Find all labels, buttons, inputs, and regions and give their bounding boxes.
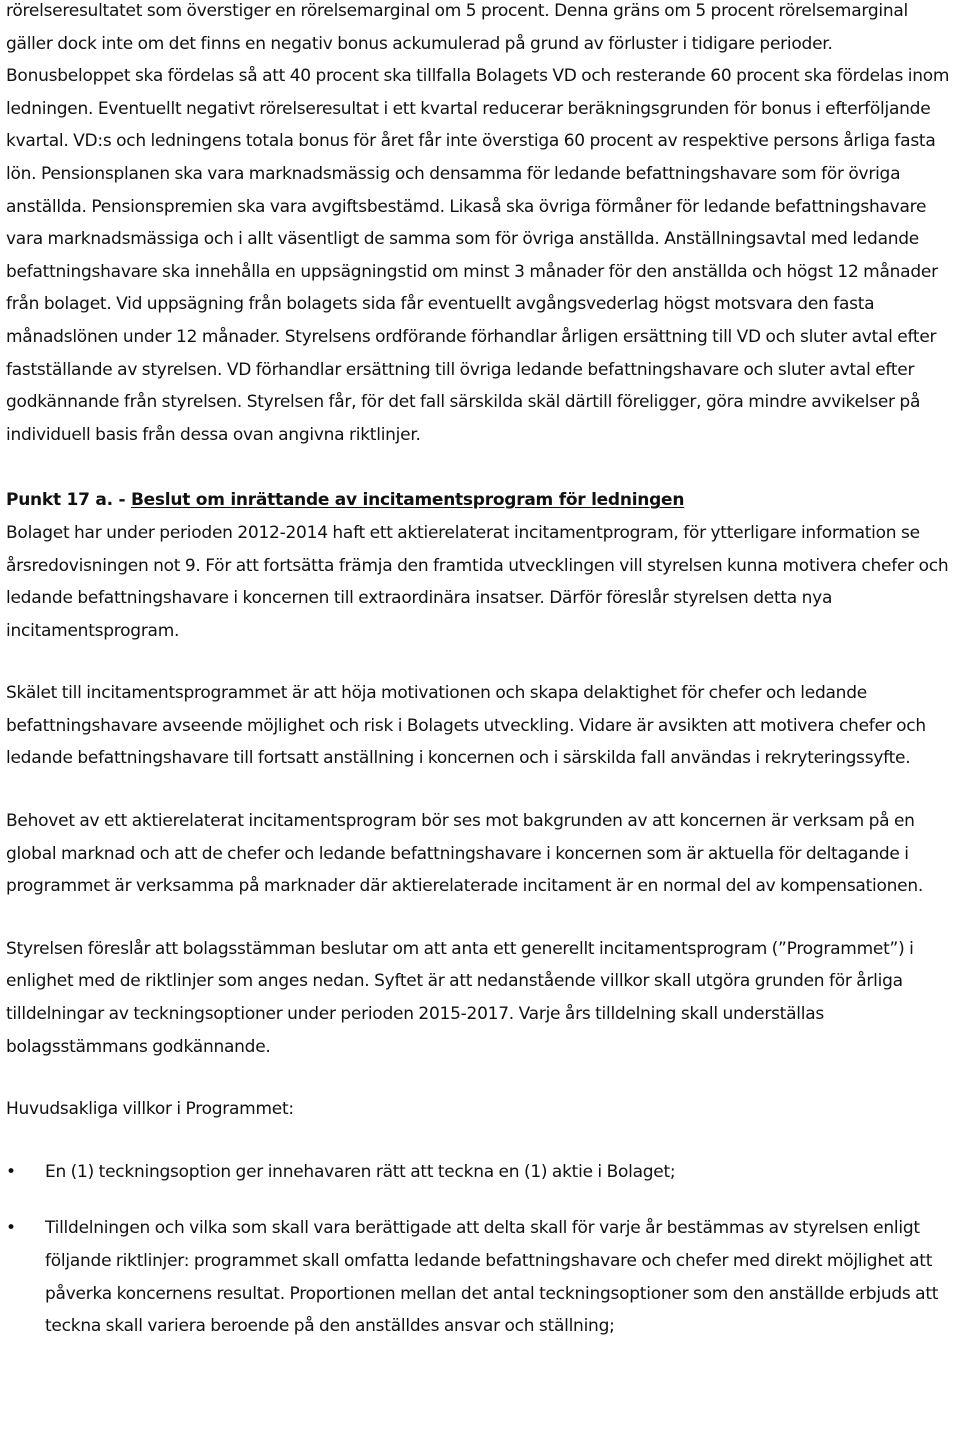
paragraph-background: Bolaget har under perioden 2012-2014 haft ett aktierelaterat incitamentprogram, för ytterligare information se årsredovisningen not 9. För att fortsätta främja den framtida utvecklingen vill styrelsen kunna motivera chefer och ledande befattningshavare i koncernen till extraordinära insatser. Därför föreslår styrelsen detta nya incitamentsprogram. <box>6 522 949 641</box>
intro-paragraph: rörelseresultatet som överstiger en rörelsemarginal om 5 procent. Denna gräns om 5 procent rörelsemarginal gäller dock inte om det finns en negativ bonus ackumulerad på grund av förluster i tidigare perioder. Bonusbeloppet ska fördelas så att 40 procent ska tillfalla Bolagets VD och resterande 60 procent ska fördelas inom ledningen. Eventuellt negativt rörelseresultat i ett kvartal reducerar beräkningsgrunden för bonus i efterföljande kvartal. VD:s och ledningens totala bonus för året får inte överstiga 60 procent av respektive persons årliga fasta lön. Pensionsplanen ska vara marknadsmässig och densamma för ledande befattningshavare som för övriga anställda. Pensionspremien ska vara avgiftsbestämd. Likaså ska övriga förmåner för ledande befattningshavare vara marknadsmässiga och i allt väsentligt de samma som för övriga anställda. Anställningsavtal med ledande befattningshavare ska innehålla en uppsägningstid om minst 3 månader för den anställda och högst 12 månader från bolaget. Vid uppsägning från bolagets sida får eventuellt avgångsvederlag högst motsvara den fasta månadslönen under 12 månader. Styrelsens ordförande förhandlar årligen ersättning till VD och sluter avtal efter fastställande av styrelsen. VD förhandlar ersättning till övriga ledande befattningshavare och sluter avtal efter godkännande från styrelsen. Styrelsen får, för det fall särskilda skäl därtill föreligger, göra mindre avvikelser på individuell basis från dessa ovan angivna riktlinjer. <box>6 1 950 445</box>
list-item <box>6 1212 956 1342</box>
paragraph-need: Behovet av ett aktierelaterat incitamentsprogram bör ses mot bakgrunden av att koncernen är verksam på en global marknad och att de chefer och ledande befattningshavare i koncernen som är aktuella för deltagande i programmet är verksamma på marknader där aktierelaterade incitament är en normal del av kompensationen. <box>6 811 924 897</box>
section-separator: - <box>112 490 131 511</box>
list-item-text: En (1) teckningsoption ger innehavaren rätt att teckna en (1) aktie i Bolaget; <box>45 1161 676 1182</box>
paragraph-proposal: Styrelsen föreslår att bolagsstämman beslutar om att anta ett generellt incitamentsprogram (”Programmet”) i enlighet med de riktlinjer som anges nedan. Syftet är att nedanstående villkor skall utgöra grunden för årliga tilldelningar av teckningsoptioner under perioden 2015-2017. Varje års tilldelning skall underställas bolagsstämmans godkännande. <box>6 938 914 1057</box>
section-number: Punkt 17 a. <box>6 490 113 511</box>
list-item <box>6 1156 956 1189</box>
list-item-text: Tilldelningen och vilka som skall vara berättigade att delta skall för varje år bestämmas av styrelsen enligt följande riktlinjer: programmet skall omfatta ledande befattningshavare och chefer med direkt möjlighet att påverka koncernens resultat. Proportionen mellan det antal teckningsoptioner som den anställde erbjuds att teckna skall variera beroende på den anställdes ansvar och ställning; <box>45 1218 939 1337</box>
paragraph-reason: Skälet till incitamentsprogrammet är att höja motivationen och skapa delaktighet för chefer och ledande befattningshavare avseende möjlighet och risk i Bolagets utveckling. Vidare är avsikten att motivera chefer och ledande befattningshavare till fortsatt anställning i koncernen och i särskilda fall användas i rekryteringssyfte. <box>6 683 926 769</box>
section-title: Beslut om inrättande av incitamentsprogram för ledningen <box>130 490 685 511</box>
section-heading <box>6 484 956 517</box>
terms-list <box>6 1156 956 1343</box>
document-page <box>6 0 956 1343</box>
bullet-icon: • <box>6 1218 16 1239</box>
bullet-icon: • <box>6 1161 16 1182</box>
list-intro: Huvudsakliga villkor i Programmet: <box>6 1099 294 1120</box>
